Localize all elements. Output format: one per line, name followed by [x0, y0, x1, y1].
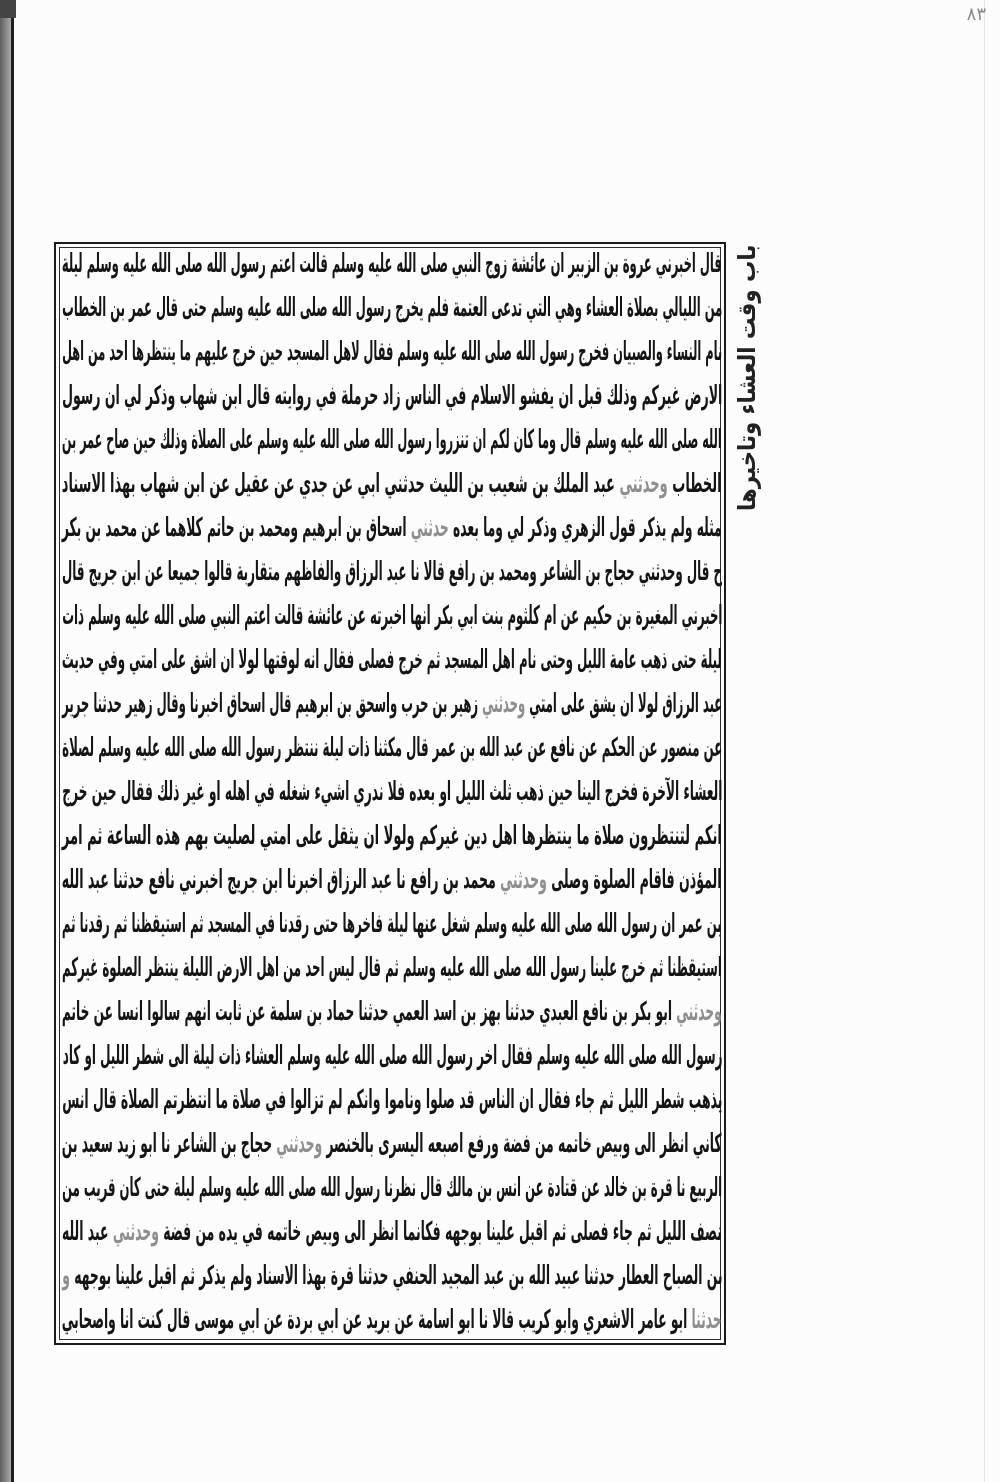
line-text [62, 330, 722, 374]
text-line [62, 858, 722, 902]
rubric-word: وحدثني [112, 1217, 159, 1247]
line-text [62, 726, 722, 770]
line-text [62, 1210, 722, 1254]
line-text [62, 902, 722, 946]
text-segment: ليلة حتى ذهب عامة الليل وحتى نام اهل المسجد ثم خرج فصلى فقال انه لوقتها لولا ان اشق على امتي وفي حديث [62, 645, 722, 675]
line-text [62, 550, 722, 594]
text-line [62, 462, 722, 506]
line-text [62, 1166, 722, 1210]
text-line [62, 550, 722, 594]
text-lines [62, 242, 722, 1342]
text-segment: ابو عامر الاشعري وابو كريب قالا نا ابو اسامة عن بريد عن ابي بردة عن ابي موسى قال كنت انا واصحابي [62, 1305, 688, 1335]
line-text [62, 594, 722, 638]
text-line [62, 242, 722, 286]
line-text [62, 1298, 722, 1342]
text-segment: ابو بكر بن نافع العبدي حدثنا بهز بن اسد العمي حدثنا حماد بن سلمة عن ثابت انهم سالوا انسا عن خاتم [62, 997, 673, 1027]
text-line [62, 1298, 722, 1342]
text-line [62, 1166, 722, 1210]
text-segment: مثله ولم يذكر قول الزهري وذكر لي وما بعده [453, 513, 722, 543]
text-segment: العشاء الآخرة فخرج الينا حين ذهب ثلث الليل او بعده فلا ندري اشيء شغله في اهله او غير ذلك فقال حين خرج [61, 777, 722, 807]
text-segment: حجاج بن الشاعر نا ابو زيد سعيد بن [62, 1129, 273, 1159]
text-line [62, 1122, 722, 1166]
text-line [62, 330, 722, 374]
text-line [62, 374, 722, 418]
text-line [62, 286, 722, 330]
line-text [62, 286, 722, 330]
text-line [62, 418, 722, 462]
text-line [62, 990, 722, 1034]
text-segment: نام النساء والصبيان فخرج رسول الله صلى الله عليه وسلم فقال لاهل المسجد حين خرج عليهم ما ينتظرها احد من اهل [61, 337, 722, 367]
page-number: ٨٣ [966, 4, 986, 25]
text-line [62, 1034, 722, 1078]
text-line [62, 1210, 722, 1254]
line-text [62, 242, 722, 286]
line-text [62, 770, 722, 814]
text-segment: اسحاق بن ابرهيم ومحمد بن حاتم كلاهما عن محمد بن بكر [62, 513, 407, 543]
text-segment: من الليالي بصلاة العشاء وهي التي تدعى العتمة فلم يخرج رسول الله صلى الله عليه وسلم حتى قال عمر بن الخطاب [61, 293, 722, 323]
text-segment: قال اخبرني عروة بن الزبير ان عائشة زوج النبي صلى الله عليه وسلم قالت اعتم رسول الله صلى الله عليه وسلم ليلة [62, 249, 722, 279]
text-segment: ح قال وحدثني حجاج بن الشاعر ومحمد بن رافع قالا نا عبد الرزاق والفاظهم متقاربة قالوا جميعا عن ابن جريج قال [61, 557, 722, 587]
text-line [62, 1254, 722, 1298]
text-line [62, 594, 722, 638]
text-segment: الله صلى الله عليه وسلم قال وما كان لكم ان تنزروا رسول الله صلى الله عليه وسلم على الصلاة وذلك حين صاح عمر بن [62, 425, 722, 455]
rubric-word: حدثنا [691, 1305, 722, 1335]
text-segment: محمد بن رافع نا عبد الرزاق اخبرنا ابن جريج اخبرني نافع حدثنا عبد الله [62, 865, 497, 895]
margin-heading-text: باب وقت العشاء وتاخيرها [733, 245, 761, 512]
line-text [62, 1122, 722, 1166]
text-segment: اخبرني المغيرة بن حكيم عن ام كلثوم بنت ابي بكر انها اخبرته عن عائشة قالت اعتم النبي صلى الله عليه وسلم ذات [61, 601, 722, 631]
text-segment: الارض غيركم وذلك قبل ان يفشو الاسلام في الناس زاد حرملة في روايته قال ابن شهاب وذكر لي ان رسول [61, 381, 722, 411]
text-line [62, 814, 722, 858]
margin-chapter-heading [730, 245, 764, 511]
line-text [62, 1078, 722, 1122]
rubric-word: حدثني [411, 513, 450, 543]
text-segment: استيقظنا ثم خرج علينا رسول الله صلى الله عليه وسلم ثم قال ليس احد من اهل الارض الليلة ينتظر الصلوة غيركم [62, 953, 722, 983]
page-edge-line [984, 0, 985, 1482]
text-line [62, 726, 722, 770]
text-segment: انكم لتنتظرون صلاة ما ينتظرها اهل دين غيركم ولولا ان يثقل على امتي لصليت بهم هذه الساعة ثم امر [62, 821, 722, 851]
text-line [62, 946, 722, 990]
line-text [62, 418, 722, 462]
rubric-word: وحدثني [676, 997, 722, 1027]
text-segment: عن منصور عن الحكم عن نافع عن عبد الله بن عمر قال مكثنا ذات ليلة ننتظر رسول الله صلى الله عليه وسلم لصلاة [61, 733, 722, 763]
line-text [62, 858, 722, 902]
line-text [62, 374, 722, 418]
rubric-word: وحدثني [481, 689, 525, 719]
text-segment: كاني انظر الى وبيص خاتمه من فضة ورفع اصبعه اليسرى بالخنصر [326, 1129, 722, 1159]
text-segment: الخطاب [672, 469, 722, 499]
text-segment: الربيع نا قرة بن خالد عن قتادة عن انس بن مالك قال نظرنا رسول الله صلى الله عليه وسلم ليلة حتى كان قريب من [61, 1173, 722, 1203]
gutter-edge-line [11, 0, 14, 1482]
line-text [62, 638, 722, 682]
text-segment: عبد الله [62, 1217, 109, 1247]
line-text [62, 990, 722, 1034]
text-segment: عبد الملك بن شعيب بن الليث حدثني ابي عن جدي عن عقيل عن ابن شهاب بهذا الاسناد [62, 469, 616, 499]
text-line [62, 1078, 722, 1122]
text-segment: بن عمر ان رسول الله صلى الله عليه وسلم شغل عنها ليلة فاخرها حتى رقدنا في المسجد ثم استيقظنا ثم رقدنا ثم [62, 909, 722, 939]
text-line [62, 770, 722, 814]
corner-shadow [0, 0, 16, 18]
text-segment: المؤذن فاقام الصلوة وصلى [551, 865, 722, 895]
text-segment: بن الصباح العطار حدثنا عبيد الله بن عبد المجيد الحنفي حدثنا قرة بهذا الاسناد ولم يذكر ثم اقبل علينا بوجهه [73, 1261, 722, 1291]
binding-gutter [0, 0, 11, 1482]
text-segment: نصف الليل ثم جاء فصلى ثم اقبل علينا بوجهه فكانما انظر الى وبيص خاتمه في يده من فضة [163, 1217, 723, 1247]
rubric-word: وحدثني [500, 865, 548, 895]
rubric-word: وحدثني [619, 469, 669, 499]
line-text [62, 814, 722, 858]
text-segment: عبد الرزاق لولا ان يشق على امتي [529, 689, 722, 719]
text-line [62, 682, 722, 726]
line-text [62, 462, 722, 506]
text-segment: يذهب شطر الليل ثم جاء فقال ان الناس قد صلوا وناموا وانكم لم تزالوا في صلاة ما انتظرتم الصلاة قال انس [61, 1085, 722, 1115]
line-text [62, 1254, 722, 1298]
line-text [62, 682, 722, 726]
text-segment: رسول الله صلى الله عليه وسلم فقال اخر رسول الله صلى الله عليه وسلم العشاء ذات ليلة الى شطر الليل او كاد [62, 1041, 722, 1071]
text-segment: زهير بن حرب واسحق بن ابرهيم قال اسحاق اخبرنا وقال زهير حدثنا جرير [61, 689, 478, 719]
text-line [62, 506, 722, 550]
rubric-word: وحدثني [276, 1129, 323, 1159]
line-text [62, 506, 722, 550]
text-line [62, 902, 722, 946]
rubric-word: و [61, 1261, 70, 1291]
line-text [62, 1034, 722, 1078]
line-text [62, 946, 722, 990]
text-line [62, 638, 722, 682]
